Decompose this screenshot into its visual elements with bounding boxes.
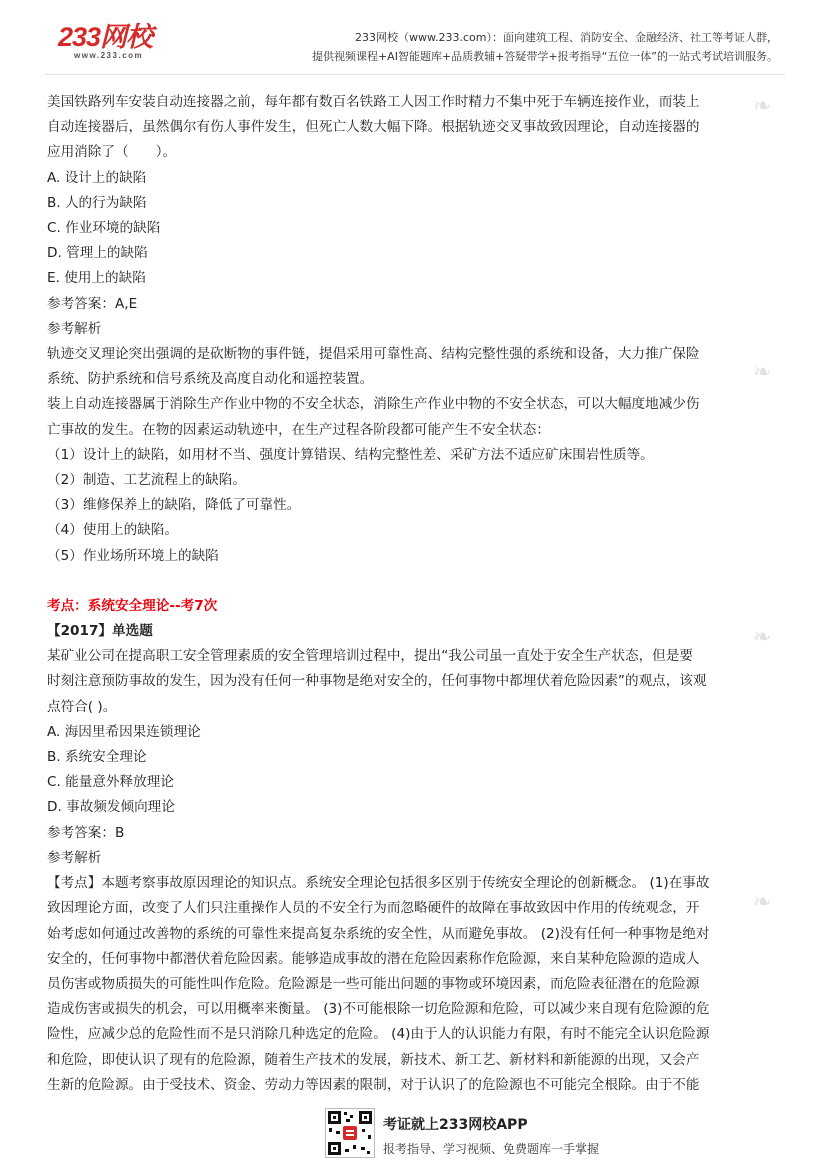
answer: 参考答案：A,E — [47, 295, 138, 312]
footer-subtitle: 报考指导、学习视频、免费题库一手掌握 — [383, 1142, 600, 1156]
analysis-text: 系统、防护系统和信号系统及高度自动化和遥控装置。 — [47, 371, 374, 388]
analysis-text: 生新的危险源。由于受技术、资金、劳动力等因素的限制，对于认识了的危险源也不可能完全根除。由于不能 — [47, 1076, 700, 1093]
analysis-text: 造成伤害或损失的机会，可以用概率来衡量。 (3)不可能根除一切危险源和危险，可以减少来自现有危险源的危 — [47, 1001, 710, 1018]
footer-title: 考证就上233网校APP — [383, 1117, 528, 1133]
option-e: E. 使用上的缺陷 — [47, 270, 146, 287]
analysis-text: （5）作业场所环境上的缺陷 — [47, 547, 219, 564]
analysis-text: （4）使用上的缺陷。 — [47, 522, 178, 539]
analysis-text: （1）设计上的缺陷，如用材不当、强度计算错误、结构完整性差、采矿方法不适应矿床围岩性质等。 — [47, 446, 654, 463]
analysis-text: 员伤害或物质损失的可能性叫作危险。危险源是一些可能出问题的事物或环境因素，而危险表征潜在的危险源 — [47, 975, 700, 992]
option-d: D. 管理上的缺陷 — [47, 245, 148, 262]
question-2 — [47, 644, 757, 1098]
analysis-label: 参考解析 — [47, 849, 102, 866]
option-d: D. 事故频发倾向理论 — [47, 799, 175, 816]
option-c: C. 能量意外释放理论 — [47, 774, 174, 791]
question-tag: 【2017】单选题 — [47, 623, 153, 640]
analysis-text: （3）维修保养上的缺陷，降低了可靠性。 — [47, 497, 301, 514]
analysis-text: 安全的，任何事物中都潜伏着危险因素。能够造成事故的潜在危险因素称作危险源，来自某种危险源的造成人 — [47, 950, 700, 967]
question-stem: 自动连接器后，虽然偶尔有伤人事件发生，但死亡人数大幅下降。根据轨迹交叉事故致因理论，自动连接器的 — [47, 119, 700, 136]
analysis-text: 亡事故的发生。在物的因素运动轨迹中，在生产过程各阶段都可能产生不安全状态： — [47, 421, 550, 438]
question-stem: 应用消除了（ ）。 — [47, 144, 177, 161]
answer: 参考答案：B — [47, 824, 125, 841]
analysis-text: 【考点】本题考察事故原因理论的知识点。系统安全理论包括很多区别于传统安全理论的创新概念。 (1)在事故 — [47, 875, 710, 892]
header-divider — [45, 74, 785, 75]
analysis-text: 致因理论方面，改变了人们只注重操作人员的不安全行为而忽略硬件的故障在事故致因中作用的传统观念，开 — [47, 900, 700, 917]
analysis-text: 始考虑如何通过改善物的系统的可靠性来提高复杂系统的安全性，从而避免事故。 (2)没有任何一种事物是绝对 — [47, 925, 710, 942]
document-content — [47, 90, 757, 1098]
site-logo[interactable] — [58, 22, 188, 66]
watermark-icon: ❧ — [753, 890, 772, 915]
question-1 — [47, 90, 757, 569]
watermark-icon: ❧ — [753, 625, 772, 650]
question-stem: 点符合( )。 — [47, 698, 117, 715]
logo-url: www.233.com — [74, 51, 144, 60]
question-stem: 时刻注意预防事故的发生，因为没有任何一种事物是绝对安全的，任何事物中都埋伏着危险因素”的观点，该观 — [47, 673, 707, 690]
page-footer — [0, 1100, 830, 1174]
option-a: A. 海因里希因果连锁理论 — [47, 723, 201, 740]
header-info — [218, 28, 778, 66]
header-info-line: 233网校（www.233.com）：面向建筑工程、消防安全、金融经济、社工等考证人群， — [355, 31, 778, 44]
spacer — [47, 569, 757, 594]
question-stem: 某矿业公司在提高职工安全管理素质的安全管理培训过程中，提出“我公司虽一直处于安全生产状态，但是要 — [47, 648, 693, 665]
analysis-text: （2）制造、工艺流程上的缺陷。 — [47, 472, 246, 489]
logo-text: 233网校 — [58, 22, 153, 52]
analysis-label: 参考解析 — [47, 320, 102, 337]
header-info-line: 提供视频课程+AI智能题库+品质教辅+答疑带学+报考指导“五位一体”的一站式考试培训服务。 — [311, 50, 778, 63]
watermark-icon: ❧ — [753, 360, 772, 385]
option-c: C. 作业环境的缺陷 — [47, 220, 161, 237]
option-a: A. 设计上的缺陷 — [47, 169, 147, 186]
analysis-text: 轨迹交叉理论突出强调的是砍断物的事件链，提倡采用可靠性高、结构完整性强的系统和设备，大力推广保险 — [47, 346, 700, 363]
analysis-text: 险性，应减少总的危险性而不是只消除几种选定的危险。 (4)由于人的认识能力有限，有时不能完全认识危险源 — [47, 1026, 710, 1043]
qr-code-icon[interactable] — [325, 1108, 375, 1158]
analysis-text: 和危险，即使认识了现有的危险源，随着生产技术的发展，新技术、新工艺、新材料和新能源的出现，又会产 — [47, 1051, 700, 1068]
option-b: B. 系统安全理论 — [47, 749, 147, 766]
page-header — [0, 0, 830, 74]
question-stem: 美国铁路列车安装自动连接器之前，每年都有数百名铁路工人因工作时精力不集中死于车辆连接作业，而装上 — [47, 94, 700, 110]
watermark-icon: ❧ — [753, 94, 772, 119]
option-b: B. 人的行为缺陷 — [47, 194, 147, 211]
kaodian-heading: 考点：系统安全理论--考7次 — [47, 597, 218, 614]
analysis-text: 装上自动连接器属于消除生产作业中物的不安全状态，消除生产作业中物的不安全状态，可以大幅度地减少伤 — [47, 396, 700, 413]
